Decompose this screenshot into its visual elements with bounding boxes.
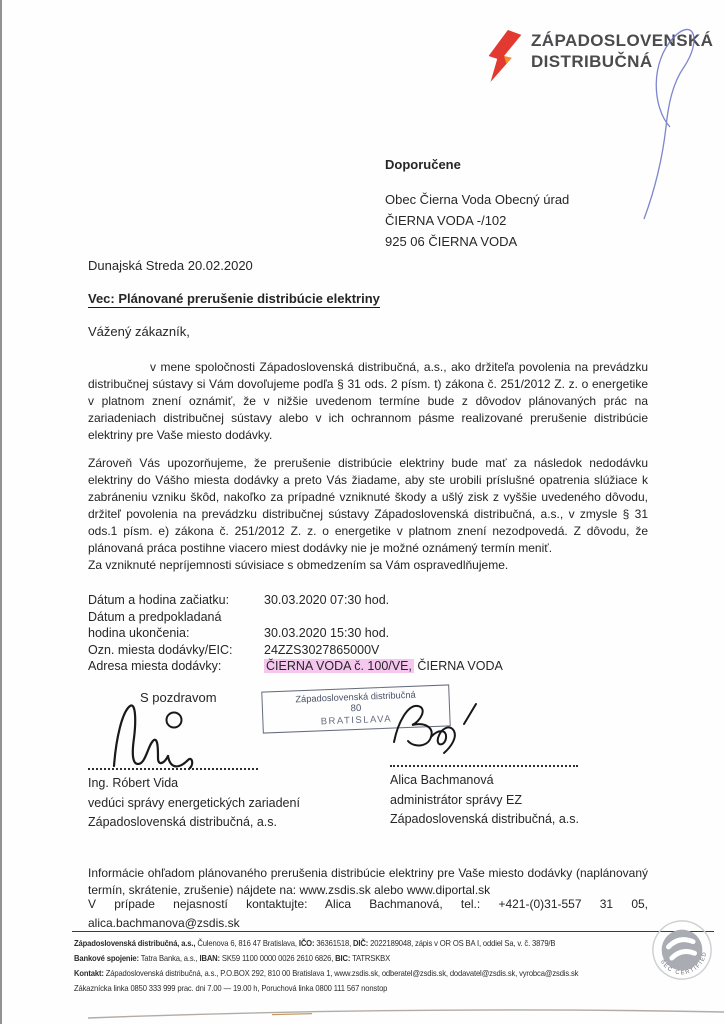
- dateline: Dunajská Streda 20.02.2020: [88, 258, 253, 273]
- footer-hotlines-text: Zákaznícka linka 0850 333 999 prac. dni 7.00 — 19.00 h, Poruchová linka 0800 111 567 nonstop: [74, 984, 388, 993]
- stamp-line-city: BRATISLAVA: [320, 713, 393, 728]
- subject-line: [88, 291, 380, 306]
- signer-left-role: vedúci správy energetických zariadení: [88, 795, 300, 810]
- contact-paragraph: [88, 896, 648, 932]
- sec-certified-seal: [644, 912, 720, 988]
- recipient-line: ČIERNA VODA -/102: [385, 213, 507, 228]
- scan-edge-curve: [88, 1010, 724, 1018]
- address-rest: ČIERNA VODA: [413, 659, 503, 673]
- detail-label: Adresa miesta dodávky:: [88, 659, 222, 673]
- detail-label: hodina ukončenia:: [88, 626, 190, 640]
- signature-accent: [464, 704, 476, 724]
- footer-dic-value: 2022189048, zápis v OR OS BA I, oddiel Sa, v. č. 3879/B: [368, 939, 556, 948]
- footer-company-name: Západoslovenská distribučná, a.s.,: [74, 939, 196, 948]
- detail-label: Ozn. miesta dodávky/EIC:: [88, 642, 233, 657]
- detail-row: [88, 658, 648, 675]
- salutation: Vážený zákazník,: [88, 324, 190, 339]
- footer-bic-label: BIC:: [335, 954, 351, 963]
- footer-address: Čulenova 6, 816 47 Bratislava,: [195, 939, 299, 948]
- apology-line: Za vzniknuté nepríjemnosti súvisiace s obmedzením sa Vám ospravedlňujeme.: [88, 558, 509, 572]
- brand-name: [531, 30, 713, 72]
- highlighted-address: ČIERNA VODA č. 100/VE,: [266, 659, 412, 673]
- bolt-shape: [489, 30, 522, 82]
- signer-right-company: Západoslovenská distribučná, a.s.: [390, 812, 579, 826]
- footer-line-hotlines: [74, 981, 651, 996]
- footer-bank-label: Bankové spojenie:: [74, 954, 139, 963]
- stamp-line-number: 80: [350, 702, 362, 715]
- signature-dotted-line-right: [390, 765, 578, 767]
- footer-line-company: [74, 936, 651, 951]
- footer-bank-name: Tatra Banka, a.s.,: [138, 954, 200, 963]
- detail-row: [88, 642, 648, 659]
- signature-stroke: [394, 706, 432, 746]
- scan-edge-left: [0, 0, 2, 1024]
- footer-dic-label: DIČ:: [353, 939, 369, 948]
- signature-tail: [168, 756, 192, 768]
- footer-contact-value: Západoslovenská distribučná, a.s., P.O.BOX 292, 810 00 Bratislava 1, www.zsdis.sk, odberatel@zsdis.sk, dodavatel@zsdis.sk, vyrobca@zsdis.sk: [103, 969, 579, 978]
- signer-right-block: [390, 771, 579, 830]
- footer-separator: [72, 931, 714, 932]
- body-paragraph-2: Zároveň Vás upozorňujeme, že prerušenie distribúcie elektriny bude mať za následok nedodávku elektriny do Vášho miesta dodávky a preto Vás žiadame, aby ste urobili príslušné opatrenia slúžiace k zabráneniu vzniku škôd, nakoľko za prípadné vzniknuté škody a ušlý zisk z vyššie uvedeného dôvodu, držiteľ povolenia na prevádzku distribučnej sústavy Západoslovenská distribučná, a.s., v zmysle § 31 ods.1 písm. e) zákona č. 251/2012 Z. z. o energetike v platnom znení nezodpovedá. Z dôvodu, že plánovaná práca postihne viacero miest dodávky nie je možné oznámený termín meniť.: [88, 456, 648, 555]
- footer-iban-label: IBAN:: [199, 954, 220, 963]
- recipient-line: 925 06 ČIERNA VODA: [385, 234, 518, 249]
- brand-logo: [484, 30, 713, 82]
- detail-row: [88, 609, 648, 626]
- lightning-bolt-icon: [484, 30, 524, 82]
- signer-left-company: Západoslovenská distribučná, a.s.: [88, 815, 277, 829]
- detail-value: [264, 609, 648, 626]
- detail-label: Dátum a predpokladaná: [88, 609, 222, 624]
- detail-value-end-datetime: 30.03.2020 15:30 hod.: [264, 626, 390, 640]
- detail-row: [88, 592, 648, 609]
- signature-stroke: [431, 727, 455, 753]
- signer-right-name: Alica Bachmanová: [390, 773, 494, 787]
- signature-dotted-line-left: [88, 768, 258, 770]
- delivery-details: [88, 592, 648, 675]
- info-paragraph: Informácie ohľadom plánovaného prerušenia distribúcie elektriny pre Vaše miesto dodávky (naplánovaný termín, skrátenie, zrušenie) nájdete na: www.zsdis.sk alebo www.diportal.sk: [88, 866, 648, 897]
- detail-value-address: [264, 658, 648, 675]
- body-paragraph-2-block: [88, 455, 648, 574]
- recipient-block: [385, 154, 569, 252]
- footer-iban-value: SK59 1100 0000 0026 2610 6826,: [219, 954, 336, 963]
- detail-value-eic-code: 24ZZS3027865000V: [264, 642, 380, 657]
- scan-edge-tint: [272, 1014, 312, 1015]
- footer-contact-label: Kontakt:: [74, 969, 104, 978]
- stamp-line-company: Západoslovenská distribučná: [295, 689, 416, 705]
- handwritten-signature-left: [100, 694, 210, 776]
- contact-line: V prípade nejasností kontaktujte: Alica Bachmanová, tel.: +421-(0)31-557 31 05,: [88, 897, 648, 911]
- detail-row: [88, 625, 648, 642]
- delivery-mode-label: Doporučene: [385, 157, 461, 172]
- body-paragraph-1: v mene spoločnosti Západoslovenská distribučná, a.s., ako držiteľa povolenia na prevádzku distribučnej sústavy si Vám dovoľujeme podľa § 31 ods. 2 písm. t) zákona č. 251/2012 Z. z. o energetike v platnom znení oznámiť, že v nižšie uvedenom termíne bude z dôvodov plánovaných prác na zariadeniach distribučnej sústavy alebo v ich ochrannom pásme realizované prerušenie distribúcie elektriny pre Vaše miesto dodávky.: [88, 360, 648, 442]
- footer-bic-value: TATRSKBX: [350, 954, 391, 963]
- signature-stroke: [114, 705, 168, 766]
- footer: [74, 936, 694, 996]
- signer-left-name: Ing. Róbert Vida: [88, 776, 179, 790]
- signature-loop: [167, 713, 182, 728]
- detail-label: Dátum a hodina začiatku:: [88, 593, 230, 607]
- brand-name-line2: DISTRIBUČNÁ: [531, 52, 653, 71]
- brand-name-line1: ZÁPADOSLOVENSKÁ: [531, 31, 714, 50]
- recipient-line: Obec Čierna Voda Obecný úrad: [385, 192, 570, 207]
- footer-ico-value: 36361518,: [314, 939, 354, 948]
- closing-phrase: S pozdravom: [140, 690, 217, 705]
- footer-line-bank: [74, 951, 651, 966]
- detail-value-start-datetime: 30.03.2020 07:30 hod.: [264, 593, 390, 607]
- signer-right-role: administrátor správy EZ: [390, 792, 522, 807]
- signer-left-block: [88, 774, 300, 833]
- contact-email: alica.bachmanova@zsdis.sk: [88, 916, 240, 930]
- signature-zone: [88, 684, 648, 836]
- handwritten-signature-right: [384, 696, 496, 756]
- footer-line-contact: [74, 966, 651, 981]
- scan-edge-bottom: [0, 1004, 724, 1024]
- seal-arc-text: SEC CERTIFIED: [658, 950, 709, 977]
- footer-ico-label: IČO:: [298, 939, 315, 948]
- subject-text: Vec: Plánované prerušenie distribúcie elektriny: [88, 291, 380, 306]
